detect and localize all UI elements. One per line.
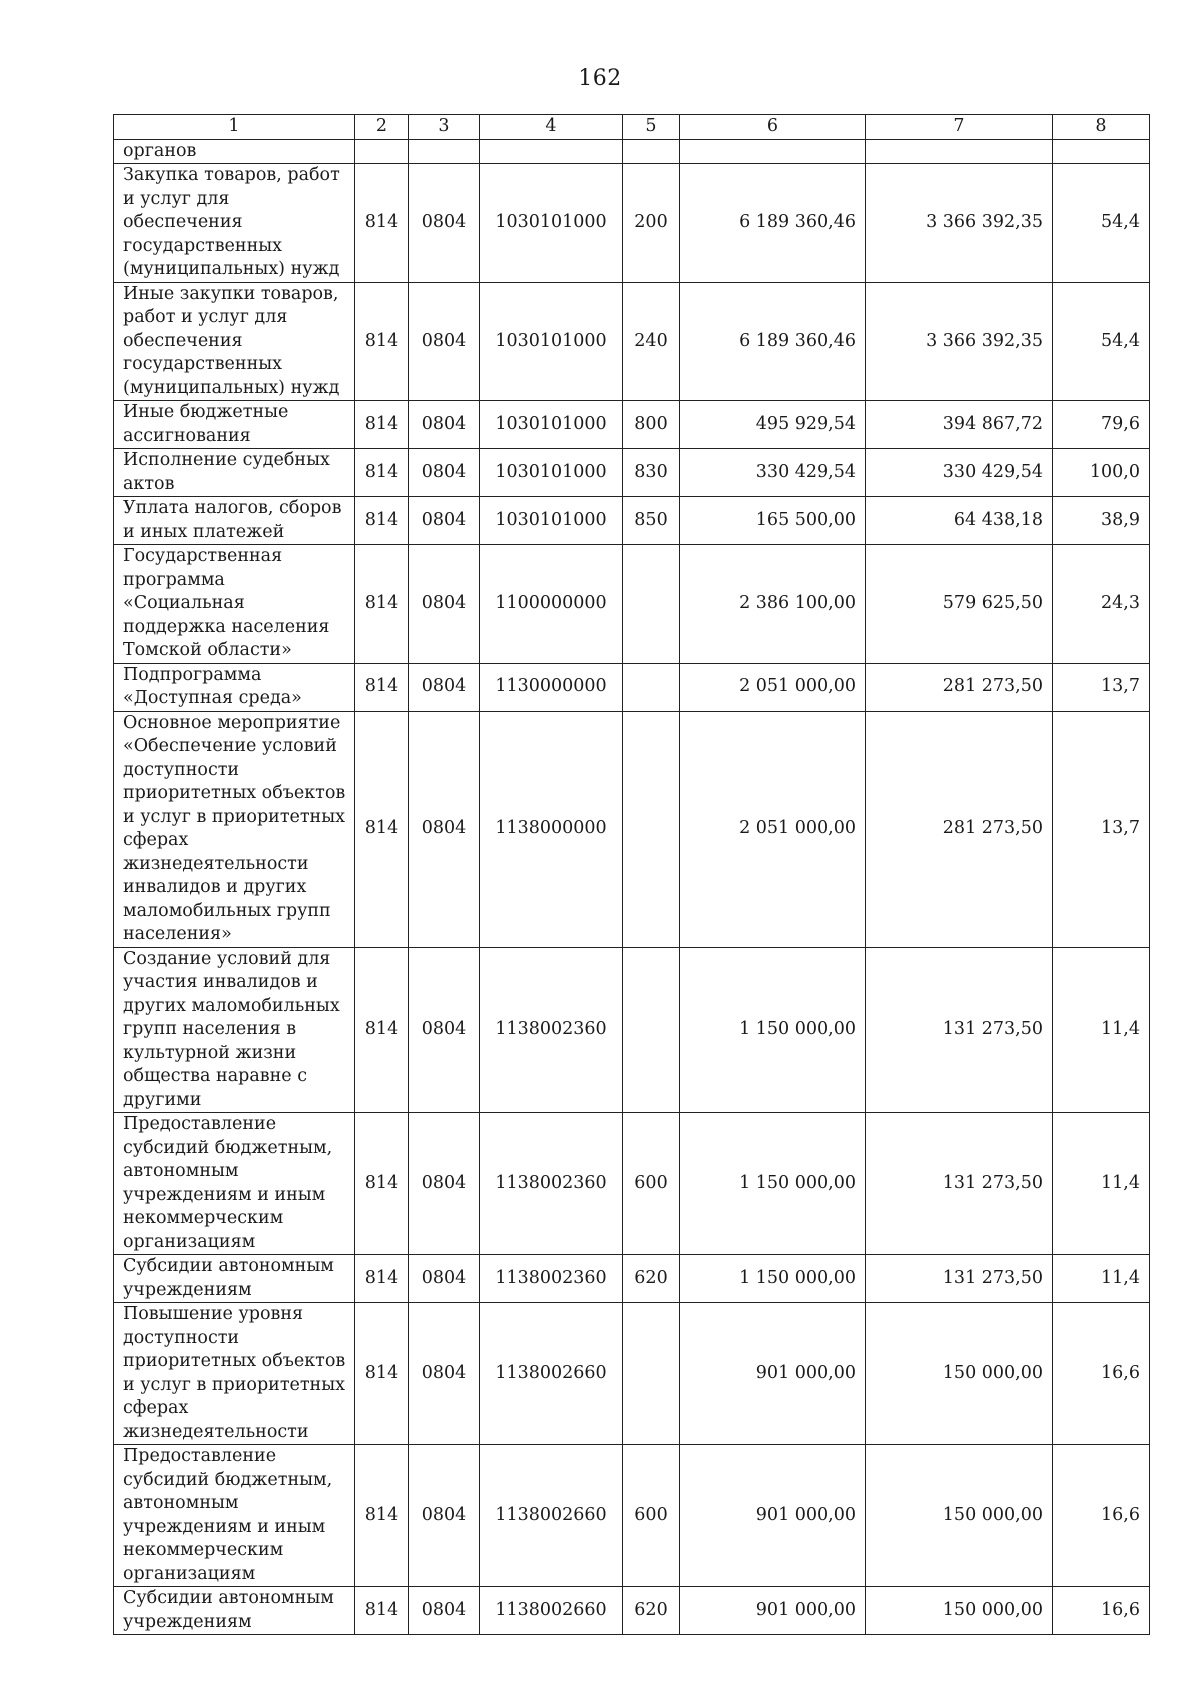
row-target-article: 1138002360 bbox=[480, 1113, 623, 1255]
row-target-article: 1138000000 bbox=[480, 711, 623, 947]
row-plan-amount: 901 000,00 bbox=[680, 1445, 866, 1587]
row-percent: 11,4 bbox=[1053, 1113, 1150, 1255]
page-number: 162 bbox=[578, 66, 622, 91]
row-actual-amount: 131 273,50 bbox=[866, 1113, 1053, 1255]
row-percent: 100,0 bbox=[1053, 449, 1150, 497]
row-percent: 13,7 bbox=[1053, 663, 1150, 711]
row-expense-type: 600 bbox=[623, 1113, 680, 1255]
row-chapter: 814 bbox=[355, 282, 409, 401]
header-col-3: 3 bbox=[409, 115, 480, 140]
row-actual-amount: 131 273,50 bbox=[866, 1255, 1053, 1303]
row-name: Субсидии автономным учреждениям bbox=[114, 1255, 355, 1303]
row-percent: 38,9 bbox=[1053, 497, 1150, 545]
row-target-article: 1138002660 bbox=[480, 1445, 623, 1587]
table-row bbox=[114, 711, 1150, 947]
row-plan-amount: 330 429,54 bbox=[680, 449, 866, 497]
row-section: 0804 bbox=[409, 947, 480, 1113]
row-name: Основное мероприятие «Обеспечение условий доступности приоритетных объектов и услуг в приоритетных сферах жизнедеятельности инвалидов и других маломобильных групп населения» bbox=[114, 711, 355, 947]
row-plan-amount: 6 189 360,46 bbox=[680, 164, 866, 283]
row-actual-amount: 64 438,18 bbox=[866, 497, 1053, 545]
row-chapter: 814 bbox=[355, 1303, 409, 1445]
row-expense-type bbox=[623, 711, 680, 947]
row-actual-amount: 330 429,54 bbox=[866, 449, 1053, 497]
row-target-article: 1030101000 bbox=[480, 449, 623, 497]
table-row bbox=[114, 1113, 1150, 1255]
row-actual-amount bbox=[866, 139, 1053, 164]
row-name: Создание условий для участия инвалидов и других маломобильных групп населения в культурной жизни общества наравне с другими bbox=[114, 947, 355, 1113]
row-percent: 16,6 bbox=[1053, 1303, 1150, 1445]
row-expense-type bbox=[623, 1303, 680, 1445]
row-actual-amount: 3 366 392,35 bbox=[866, 282, 1053, 401]
row-target-article: 1138002360 bbox=[480, 1255, 623, 1303]
row-actual-amount: 150 000,00 bbox=[866, 1303, 1053, 1445]
row-section: 0804 bbox=[409, 449, 480, 497]
header-col-6: 6 bbox=[680, 115, 866, 140]
row-expense-type bbox=[623, 139, 680, 164]
row-plan-amount: 1 150 000,00 bbox=[680, 947, 866, 1113]
row-chapter: 814 bbox=[355, 1587, 409, 1635]
row-target-article: 1138002660 bbox=[480, 1303, 623, 1445]
row-target-article: 1138002360 bbox=[480, 947, 623, 1113]
row-plan-amount: 495 929,54 bbox=[680, 401, 866, 449]
header-col-1: 1 bbox=[114, 115, 355, 140]
row-plan-amount: 901 000,00 bbox=[680, 1303, 866, 1445]
row-chapter bbox=[355, 139, 409, 164]
row-section: 0804 bbox=[409, 711, 480, 947]
row-chapter: 814 bbox=[355, 1445, 409, 1587]
header-col-7: 7 bbox=[866, 115, 1053, 140]
table-row bbox=[114, 545, 1150, 664]
row-section: 0804 bbox=[409, 1255, 480, 1303]
row-chapter: 814 bbox=[355, 545, 409, 664]
row-expense-type bbox=[623, 947, 680, 1113]
row-plan-amount bbox=[680, 139, 866, 164]
table-row bbox=[114, 1303, 1150, 1445]
row-actual-amount: 131 273,50 bbox=[866, 947, 1053, 1113]
row-name: Государственная программа «Социальная поддержка населения Томской области» bbox=[114, 545, 355, 664]
table-row bbox=[114, 139, 1150, 164]
row-section: 0804 bbox=[409, 164, 480, 283]
table-row bbox=[114, 401, 1150, 449]
row-expense-type bbox=[623, 545, 680, 664]
row-plan-amount: 2 051 000,00 bbox=[680, 663, 866, 711]
row-chapter: 814 bbox=[355, 711, 409, 947]
budget-table bbox=[113, 114, 1150, 1635]
row-actual-amount: 281 273,50 bbox=[866, 663, 1053, 711]
row-expense-type: 600 bbox=[623, 1445, 680, 1587]
row-name: Субсидии автономным учреждениям bbox=[114, 1587, 355, 1635]
row-percent: 79,6 bbox=[1053, 401, 1150, 449]
row-target-article: 1030101000 bbox=[480, 164, 623, 283]
row-percent: 54,4 bbox=[1053, 282, 1150, 401]
row-section: 0804 bbox=[409, 1303, 480, 1445]
table-row bbox=[114, 449, 1150, 497]
row-target-article: 1030101000 bbox=[480, 401, 623, 449]
table-row bbox=[114, 164, 1150, 283]
row-section: 0804 bbox=[409, 1587, 480, 1635]
row-section: 0804 bbox=[409, 545, 480, 664]
row-target-article: 1100000000 bbox=[480, 545, 623, 664]
table-row bbox=[114, 1255, 1150, 1303]
row-actual-amount: 579 625,50 bbox=[866, 545, 1053, 664]
row-chapter: 814 bbox=[355, 1113, 409, 1255]
row-name: Предоставление субсидий бюджетным, автономным учреждениям и иным некоммерческим организациям bbox=[114, 1445, 355, 1587]
row-plan-amount: 1 150 000,00 bbox=[680, 1113, 866, 1255]
row-chapter: 814 bbox=[355, 164, 409, 283]
header-col-4: 4 bbox=[480, 115, 623, 140]
row-chapter: 814 bbox=[355, 449, 409, 497]
row-actual-amount: 150 000,00 bbox=[866, 1445, 1053, 1587]
row-target-article bbox=[480, 139, 623, 164]
row-expense-type: 850 bbox=[623, 497, 680, 545]
row-plan-amount: 1 150 000,00 bbox=[680, 1255, 866, 1303]
row-chapter: 814 bbox=[355, 1255, 409, 1303]
row-actual-amount: 281 273,50 bbox=[866, 711, 1053, 947]
row-plan-amount: 2 386 100,00 bbox=[680, 545, 866, 664]
row-section: 0804 bbox=[409, 497, 480, 545]
row-plan-amount: 165 500,00 bbox=[680, 497, 866, 545]
row-percent: 13,7 bbox=[1053, 711, 1150, 947]
row-name: Предоставление субсидий бюджетным, автономным учреждениям и иным некоммерческим организациям bbox=[114, 1113, 355, 1255]
row-percent: 16,6 bbox=[1053, 1587, 1150, 1635]
row-name: Исполнение судебных актов bbox=[114, 449, 355, 497]
row-expense-type: 620 bbox=[623, 1587, 680, 1635]
row-target-article: 1138002660 bbox=[480, 1587, 623, 1635]
row-name: Подпрограмма «Доступная среда» bbox=[114, 663, 355, 711]
row-name: Иные закупки товаров, работ и услуг для обеспечения государственных (муниципальных) нужд bbox=[114, 282, 355, 401]
header-col-2: 2 bbox=[355, 115, 409, 140]
row-percent: 24,3 bbox=[1053, 545, 1150, 664]
row-plan-amount: 6 189 360,46 bbox=[680, 282, 866, 401]
table-row bbox=[114, 947, 1150, 1113]
row-actual-amount: 150 000,00 bbox=[866, 1587, 1053, 1635]
row-section: 0804 bbox=[409, 1113, 480, 1255]
row-percent: 11,4 bbox=[1053, 1255, 1150, 1303]
row-actual-amount: 394 867,72 bbox=[866, 401, 1053, 449]
row-expense-type: 620 bbox=[623, 1255, 680, 1303]
row-name: Закупка товаров, работ и услуг для обеспечения государственных (муниципальных) нужд bbox=[114, 164, 355, 283]
row-percent bbox=[1053, 139, 1150, 164]
table-row bbox=[114, 663, 1150, 711]
table-header-row bbox=[114, 115, 1150, 140]
row-chapter: 814 bbox=[355, 401, 409, 449]
row-expense-type: 200 bbox=[623, 164, 680, 283]
row-section: 0804 bbox=[409, 401, 480, 449]
table-row bbox=[114, 497, 1150, 545]
row-section bbox=[409, 139, 480, 164]
row-plan-amount: 2 051 000,00 bbox=[680, 711, 866, 947]
row-percent: 54,4 bbox=[1053, 164, 1150, 283]
table-row bbox=[114, 1587, 1150, 1635]
row-section: 0804 bbox=[409, 1445, 480, 1587]
row-name: органов bbox=[114, 139, 355, 164]
table-row bbox=[114, 282, 1150, 401]
row-chapter: 814 bbox=[355, 497, 409, 545]
row-expense-type: 830 bbox=[623, 449, 680, 497]
table-row bbox=[114, 1445, 1150, 1587]
row-name: Повышение уровня доступности приоритетных объектов и услуг в приоритетных сферах жизнедеятельности bbox=[114, 1303, 355, 1445]
row-target-article: 1030101000 bbox=[480, 282, 623, 401]
row-expense-type bbox=[623, 663, 680, 711]
row-chapter: 814 bbox=[355, 947, 409, 1113]
row-actual-amount: 3 366 392,35 bbox=[866, 164, 1053, 283]
header-col-8: 8 bbox=[1053, 115, 1150, 140]
row-section: 0804 bbox=[409, 282, 480, 401]
header-col-5: 5 bbox=[623, 115, 680, 140]
row-percent: 11,4 bbox=[1053, 947, 1150, 1113]
row-percent: 16,6 bbox=[1053, 1445, 1150, 1587]
row-name: Уплата налогов, сборов и иных платежей bbox=[114, 497, 355, 545]
row-plan-amount: 901 000,00 bbox=[680, 1587, 866, 1635]
row-expense-type: 240 bbox=[623, 282, 680, 401]
row-section: 0804 bbox=[409, 663, 480, 711]
row-target-article: 1130000000 bbox=[480, 663, 623, 711]
row-target-article: 1030101000 bbox=[480, 497, 623, 545]
row-name: Иные бюджетные ассигнования bbox=[114, 401, 355, 449]
row-chapter: 814 bbox=[355, 663, 409, 711]
row-expense-type: 800 bbox=[623, 401, 680, 449]
